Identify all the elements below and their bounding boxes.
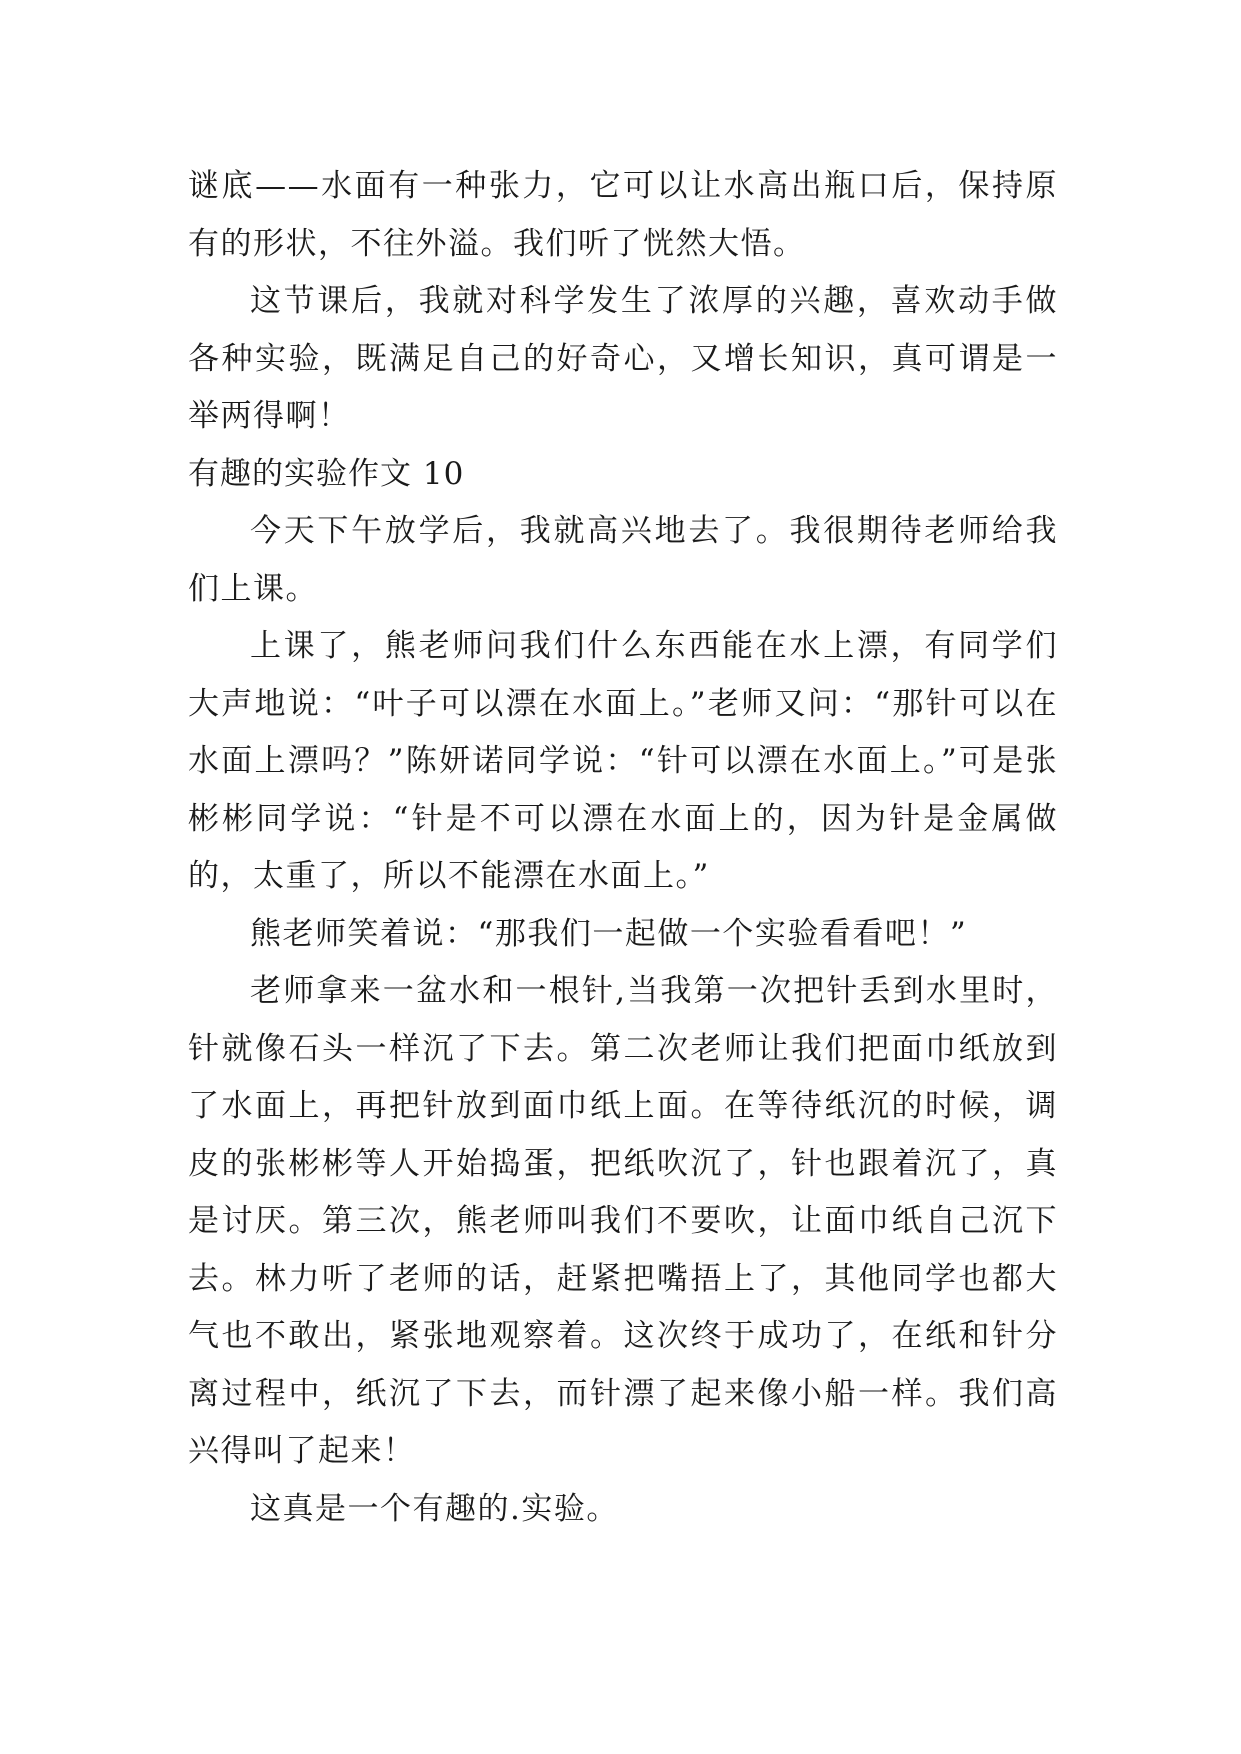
paragraph-experiment: 老师拿来一盆水和一根针,当我第一次把针丢到水里时，针就像石头一样沉了下去。第二次老师让我们把面巾纸放到了水面上，再把针放到面巾纸上面。在等待纸沉的时候，调皮的张彬彬等人开始捣蛋，把纸吹沉了，针也跟着沉了，真是讨厌。第三次，熊老师叫我们不要吹，让面巾纸自己沉下去。林力听了老师的话，赶紧把嘴捂上了，其他同学也都大气也不敢出，紧张地观察着。这次终于成功了，在纸和针分离过程中，纸沉了下去，而针漂了起来像小船一样。我们高兴得叫了起来！: [188, 973, 1058, 1469]
paragraph-teacher-smile: 熊老师笑着说：“那我们一起做一个实验看看吧！”: [250, 915, 968, 952]
section-title: 有趣的实验作文 10: [188, 455, 465, 492]
paragraph-conclusion: 这真是一个有趣的.实验。: [250, 1490, 619, 1527]
paragraph-class-question: 上课了，熊老师问我们什么东西能在水上漂，有同学们大声地说：“叶子可以漂在水面上。”老师又问：“那针可以在水面上漂吗？”陈妍诺同学说：“针可以漂在水面上。”可是张彬彬同学说：“针是不可以漂在水面上的，因为针是金属做的，太重了，所以不能漂在水面上。”: [188, 628, 1058, 894]
paragraph-continuation: 谜底——水面有一种张力，它可以让水高出瓶口后，保持原有的形状，不往外溢。我们听了恍然大悟。: [188, 168, 1058, 262]
paragraph-after-class: 这节课后，我就对科学发生了浓厚的兴趣，喜欢动手做各种实验，既满足自己的好奇心，又增长知识，真可谓是一举两得啊！: [188, 283, 1058, 434]
document-body: [188, 158, 1058, 1538]
paragraph-after-school: 今天下午放学后，我就高兴地去了。我很期待老师给我们上课。: [188, 513, 1058, 607]
